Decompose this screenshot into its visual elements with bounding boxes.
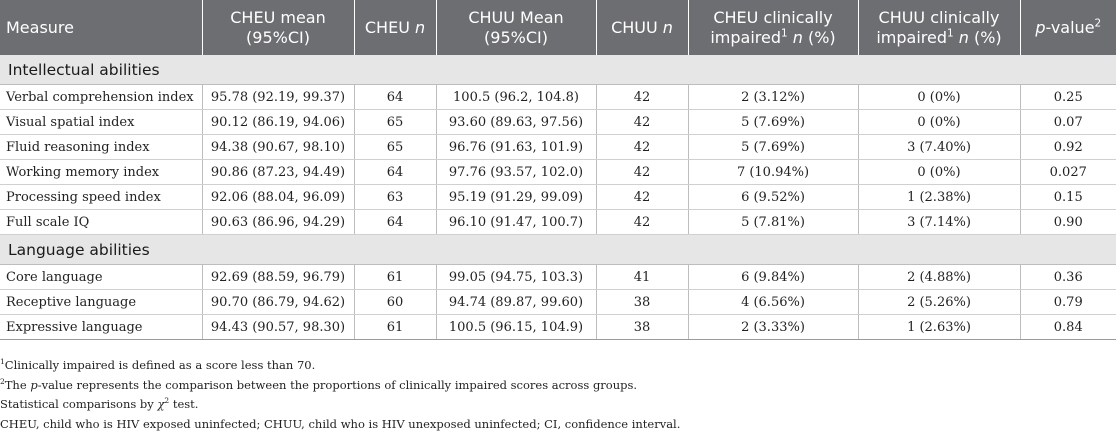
header-row: [0, 0, 1116, 55]
cell-cheu-mean: 95.78 (92.19, 99.37): [202, 85, 354, 110]
header-cheu-impaired: CHEU clinically impaired$^1$ n (%): [688, 0, 858, 55]
cell-cheu-n: 64: [354, 210, 436, 235]
header-measure: Measure: [0, 0, 202, 55]
cell-chuu-mean: 95.19 (91.29, 99.09): [436, 185, 596, 210]
cell-cheu-n: 64: [354, 160, 436, 185]
cell-chuu-impaired: 2 (4.88%): [858, 265, 1020, 290]
cell-cheu-n: 61: [354, 315, 436, 340]
cell-cheu-n: 61: [354, 265, 436, 290]
cell-chuu-n: 42: [596, 210, 688, 235]
cell-cheu-mean: 92.69 (88.59, 96.79): [202, 265, 354, 290]
cell-p-value: 0.36: [1020, 265, 1116, 290]
cell-chuu-impaired: 1 (2.63%): [858, 315, 1020, 340]
cell-cheu-impaired: 2 (3.33%): [688, 315, 858, 340]
cell-chuu-n: 42: [596, 110, 688, 135]
table-row: [0, 85, 1116, 110]
cell-cheu-mean: 90.63 (86.96, 94.29): [202, 210, 354, 235]
cell-p-value: 0.15: [1020, 185, 1116, 210]
cell-chuu-mean: 100.5 (96.15, 104.9): [436, 315, 596, 340]
cell-chuu-impaired: 2 (5.26%): [858, 290, 1020, 315]
cell-measure: Fluid reasoning index: [0, 135, 202, 160]
header-chuu-mean: CHUU Mean (95%CI): [436, 0, 596, 55]
cell-chuu-impaired: 0 (0%): [858, 85, 1020, 110]
table-row: [0, 290, 1116, 315]
table-row: [0, 160, 1116, 185]
section-title: Language abilities: [0, 235, 1116, 265]
cell-chuu-mean: 93.60 (89.63, 97.56): [436, 110, 596, 135]
cell-cheu-mean: 90.70 (86.79, 94.62): [202, 290, 354, 315]
cell-chuu-mean: 96.10 (91.47, 100.7): [436, 210, 596, 235]
cell-cheu-impaired: 5 (7.69%): [688, 110, 858, 135]
header-cheu-mean: CHEU mean (95%CI): [202, 0, 354, 55]
cell-chuu-n: 38: [596, 315, 688, 340]
cell-cheu-mean: 90.86 (87.23, 94.49): [202, 160, 354, 185]
cell-chuu-mean: 100.5 (96.2, 104.8): [436, 85, 596, 110]
cell-chuu-n: 42: [596, 85, 688, 110]
header-chuu-n: CHUU n: [596, 0, 688, 55]
cell-cheu-impaired: 5 (7.81%): [688, 210, 858, 235]
cell-measure: Core language: [0, 265, 202, 290]
cell-chuu-n: 42: [596, 185, 688, 210]
cell-p-value: 0.84: [1020, 315, 1116, 340]
cell-chuu-n: 41: [596, 265, 688, 290]
cell-p-value: 0.027: [1020, 160, 1116, 185]
cell-chuu-mean: 96.76 (91.63, 101.9): [436, 135, 596, 160]
cell-cheu-mean: 94.38 (90.67, 98.10): [202, 135, 354, 160]
section-row: [0, 55, 1116, 85]
footnote-1: $^1$Clinically impaired is defined as a score less than 70.: [0, 357, 316, 372]
cell-chuu-impaired: 0 (0%): [858, 160, 1020, 185]
cell-cheu-n: 60: [354, 290, 436, 315]
header-cheu-n: CHEU n: [354, 0, 436, 55]
section-row: [0, 235, 1116, 265]
footnotes: [0, 356, 1116, 434]
header-p-value: p-value$^2$: [1020, 0, 1116, 55]
table-row: [0, 315, 1116, 340]
cell-chuu-mean: 94.74 (89.87, 99.60): [436, 290, 596, 315]
cell-p-value: 0.92: [1020, 135, 1116, 160]
cell-measure: Expressive language: [0, 315, 202, 340]
cell-chuu-impaired: 3 (7.14%): [858, 210, 1020, 235]
cell-measure: Visual spatial index: [0, 110, 202, 135]
table-row: [0, 265, 1116, 290]
footnote-4: CHEU, child who is HIV exposed uninfected; CHUU, child who is HIV unexposed uninfected; CI, confidence interval.: [0, 416, 681, 431]
cell-measure: Working memory index: [0, 160, 202, 185]
cell-p-value: 0.07: [1020, 110, 1116, 135]
cell-measure: Receptive language: [0, 290, 202, 315]
section-title: Intellectual abilities: [0, 55, 1116, 85]
cell-chuu-mean: 99.05 (94.75, 103.3): [436, 265, 596, 290]
table-row: [0, 210, 1116, 235]
table-row: [0, 110, 1116, 135]
cell-cheu-n: 65: [354, 135, 436, 160]
cell-cheu-impaired: 7 (10.94%): [688, 160, 858, 185]
cell-cheu-n: 65: [354, 110, 436, 135]
cell-cheu-impaired: 5 (7.69%): [688, 135, 858, 160]
footnote-2: $^2$The p-value represents the comparison between the proportions of clinically impaired scores across groups.: [0, 376, 638, 392]
cell-cheu-mean: 92.06 (88.04, 96.09): [202, 185, 354, 210]
cell-cheu-mean: 90.12 (86.19, 94.06): [202, 110, 354, 135]
header-chuu-impaired: CHUU clinically impaired$^1$ n (%): [858, 0, 1020, 55]
cell-measure: Full scale IQ: [0, 210, 202, 235]
cell-cheu-n: 64: [354, 85, 436, 110]
cell-chuu-impaired: 0 (0%): [858, 110, 1020, 135]
cell-cheu-mean: 94.43 (90.57, 98.30): [202, 315, 354, 340]
cell-measure: Processing speed index: [0, 185, 202, 210]
cell-cheu-impaired: 6 (9.52%): [688, 185, 858, 210]
cell-chuu-impaired: 3 (7.40%): [858, 135, 1020, 160]
cell-p-value: 0.90: [1020, 210, 1116, 235]
cell-chuu-impaired: 1 (2.38%): [858, 185, 1020, 210]
cell-measure: Verbal comprehension index: [0, 85, 202, 110]
cell-chuu-n: 42: [596, 135, 688, 160]
table-row: [0, 135, 1116, 160]
cell-chuu-n: 38: [596, 290, 688, 315]
table-row: [0, 185, 1116, 210]
cell-p-value: 0.25: [1020, 85, 1116, 110]
footnote-3: Statistical comparisons by $\chi^2$ test.: [0, 396, 199, 411]
cell-cheu-impaired: 6 (9.84%): [688, 265, 858, 290]
cell-cheu-n: 63: [354, 185, 436, 210]
cell-cheu-impaired: 2 (3.12%): [688, 85, 858, 110]
cell-p-value: 0.79: [1020, 290, 1116, 315]
cell-cheu-impaired: 4 (6.56%): [688, 290, 858, 315]
cell-chuu-mean: 97.76 (93.57, 102.0): [436, 160, 596, 185]
cell-chuu-n: 42: [596, 160, 688, 185]
